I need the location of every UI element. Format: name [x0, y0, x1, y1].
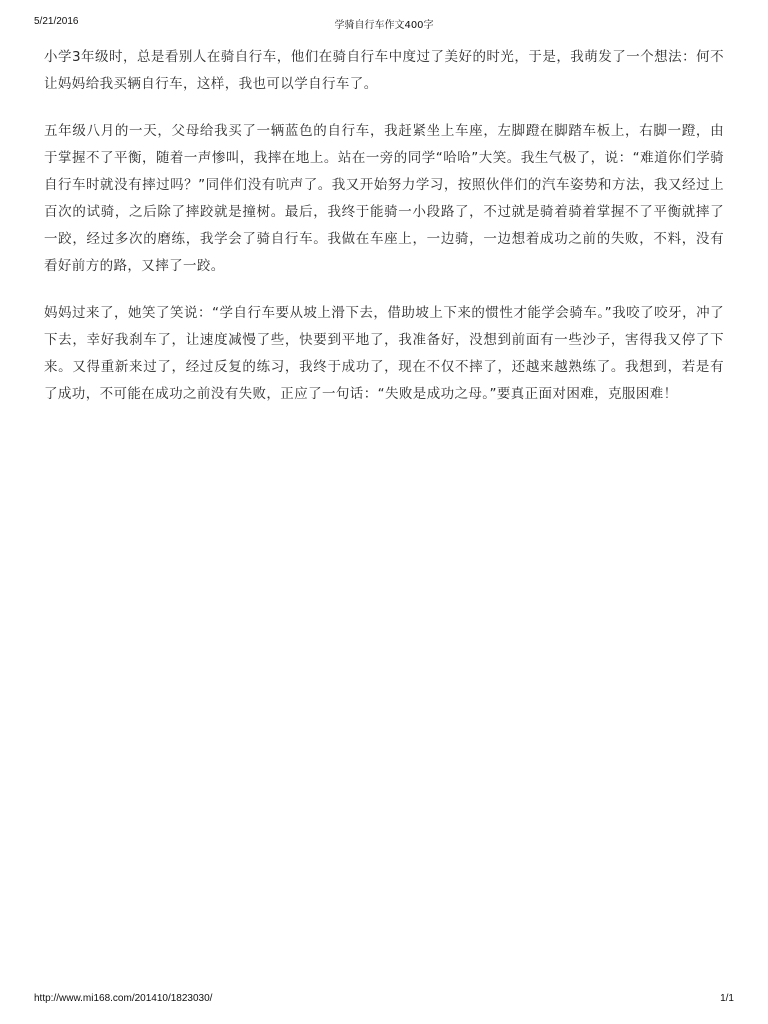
print-footer	[34, 993, 734, 1009]
source-url: http://www.mi168.com/201410/1823030/	[34, 993, 213, 1004]
article-paragraph-1: 小学3年级时，总是看别人在骑自行车，他们在骑自行车中度过了美好的时光，于是，我萌发了一个想法：何不让妈妈给我买辆自行车，这样，我也可以学自行车了。	[44, 49, 724, 92]
page-number: 1/1	[720, 993, 734, 1004]
page-title: 学骑自行车作文400字	[334, 20, 434, 31]
article-body	[44, 44, 724, 428]
print-header	[34, 16, 734, 32]
article-paragraph-2: 五年级八月的一天，父母给我买了一辆蓝色的自行车，我赶紧坐上车座，左脚蹬在脚踏车板上，右脚一蹬，由于掌握不了平衡，随着一声惨叫，我摔在地上。站在一旁的同学“哈哈”大笑。我生气极了，说：“难道你们学骑自行车时就没有摔过吗？”同伴们没有吭声了。我又开始努力学习，按照伙伴们的汽车姿势和方法，我又经过上百次的试骑，之后除了摔跤就是撞树。最后，我终于能骑一小段路了，不过就是骑着骑着掌握不了平衡就摔了一跤，经过多次的磨练，我学会了骑自行车。我做在车座上，一边骑，一边想着成功之前的失败，不料，没有看好前方的路，又摔了一跤。	[44, 123, 724, 274]
print-date: 5/21/2016	[34, 16, 79, 27]
article-paragraph-3: 妈妈过来了，她笑了笑说：“学自行车要从坡上滑下去，借助坡上下来的惯性才能学会骑车。”我咬了咬牙，冲了下去，幸好我刹车了，让速度减慢了些，快要到平地了，我准备好，没想到前面有一些沙子，害得我又停了下来。又得重新来过了，经过反复的练习，我终于成功了，现在不仅不摔了，还越来越熟练了。我想到，若是有了成功，不可能在成功之前没有失败，正应了一句话：“失败是成功之母。”要真正面对困难，克服困难！	[44, 305, 724, 402]
